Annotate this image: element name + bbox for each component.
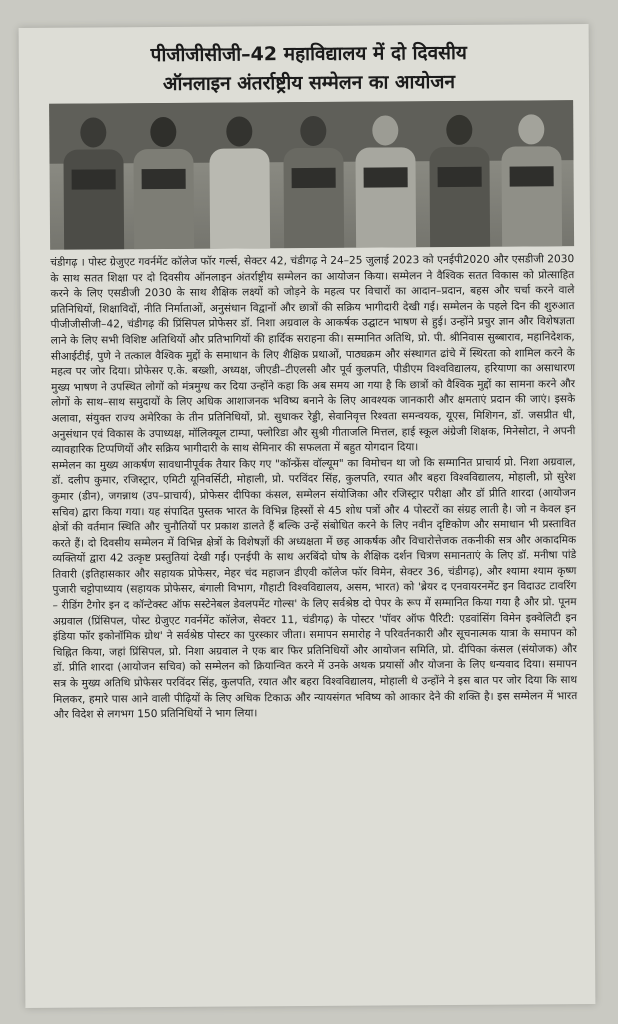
headline-line-1: पीजीजीसीजी–42 महाविद्यालय में दो दिवसीय xyxy=(150,41,468,67)
photo-person xyxy=(133,117,194,249)
headline xyxy=(49,38,569,100)
photo-person xyxy=(355,115,416,247)
photo-person xyxy=(283,116,344,248)
photo-person xyxy=(63,117,124,249)
article-body xyxy=(50,252,579,1000)
article-paragraph-2: सम्मेलन का मुख्य आकर्षण सावधानीपूर्वक तैयार किए गए "कॉन्फ्रेंस वॉल्यूम" का विमोचन था जो कि सम्मानित प्राचार्य प्रो. निशा अग्रवाल, डॉ. दलीप कुमार, रजिस्ट्रार, एमिटी यूनिवर्सिटी, मोहाली, प्रो. परविंदर सिंह, कुलपति, रयात और बहरा विश्वविद्यालय, मोहाली, प्रो सुरेश कुमार (डीन), जगन्नाथ (उप–प्राचार्य), प्रोफेसर दीपिका कंसल, सम्मेलन संयोजिका और रजिस्ट्रार परीक्षा और डॉ प्रीति शारदा (आयोजन सचिव) द्वारा किया गया। यह संपादित पुस्तक भारत के विभिन्न हिस्सों से 45 शोध पत्रों और 4 पोस्टरों का संग्रह लाती है। जो न केवल इन क्षेत्रों की वर्तमान स्थिति और चुनौतियों पर प्रकाश डालते हैं बल्कि उन्हें संबोधित करने के लिए नवीन दृष्टिकोण और समाधान भी प्रस्तावित करते हैं। दो दिवसीय सम्मेलन में विभिन्न क्षेत्रों के विशेषज्ञों की अध्यक्षता में छह आकर्षक और विचारोत्तेजक तकनीकी सत्र और अकादमिक व्यक्तियों द्वारा 42 उत्कृष्ट प्रस्तुतियां देखी गईं। एनईपी के साथ अरबिंदो घोष के शैक्षिक दर्शन चित्रण समानताएं के लिए डॉ. मनीषा पांडे तिवारी (इतिहासकार और सहायक प्रोफेसर, मेहर चंद महाजन डीएवी कॉलेज फॉर विमेन, सेक्टर 36, चंडीगढ़), और श्यामा श्याम कृष्ण पुजारी चट्टोपाध्याय (सहायक प्रोफेसर, बंगाली विभाग, गौहाटी विश्वविद्यालय, असम, भारत) को 'ब्रेयर द एनवायरनमेंट इन विदाउट टावरिंग – रीडिंग टैगोर इन द कॉन्टेक्स्ट ऑफ सस्टेनेबल डेवलपमेंट गोल्स' के लिए सर्वश्रेष्ठ दो पेपर के रूप में सम्मानित किया गया है और प्रो. पूनम अग्रवाल (प्रिंसिपल, पोस्ट ग्रेजुएट गवर्नमेंट कॉलेज, सेक्टर 11, चंडीगढ़) के पोस्टर 'पॉवर ऑफ पैरिटी: एडवांसिंग विमेन इक्वेलिटी इन इंडिया फॉर इकोनॉमिक ग्रोथ' ने सर्वश्रेष्ठ पोस्टर का पुरस्कार जीता। समापन समारोह ने परिवर्तनकारी और सूचनात्मक यात्रा के समापन को चिह्नित किया, जहां प्रिंसिपल, प्रो. निशा अग्रवाल ने एक बार फिर प्रतिनिधियों और आयोजन समिति, प्रो. दीपिका कंसल (संयोजक) और डॉ. प्रीति शारदा (आयोजन सचिव) को सम्मेलन को क्रियान्वित करने में उनके अथक प्रयासों और योजना के लिए धन्यवाद दिया। समापन सत्र के मुख्य अतिथि प्रोफेसर परविंदर सिंह, कुलपति, रयात और बहरा विश्वविद्यालय, मोहाली थे उन्होंने ने इस बात पर जोर दिया कि साथ मिलकर, हमारे पास आने वाली पीढ़ियों के लिए अधिक टिकाऊ और न्यायसंगत भविष्य को आकार देने की शक्ति है। इस सम्मेलन में भारत और विदेश से लगभग 150 प्रतिनिधियों ने भाग लिया। xyxy=(51,455,578,721)
article-paragraph-1: चंडीगढ़ । पोस्ट ग्रेजुएट गवर्नमेंट कॉलेज फॉर गर्ल्स, सेक्टर 42, चंडीगढ़ ने 24–25 जुलाई 2023 को एनईपी2020 और एसडीजी 2030 के साथ सतत शिक्षा पर दो दिवसीय ऑनलाइन अंतर्राष्ट्रीय सम्मेलन का आयोजन किया। सम्मेलन ने वैश्विक सतत विकास को प्रोत्साहित करने के लिए एसडीजी 2030 के साथ शैक्षिक लक्ष्यों को जोड़ने के महत्व पर विचारों का आदान–प्रदान, बहस और चर्चा करने वाले प्रतिनिधियों, शिक्षाविदों, नीति निर्माताओं, अनुसंधान विद्वानों और छात्रों की सक्रिय भागीदारी देखी गई। सम्मेलन के पहले दिन की शुरुआत पीजीजीसीजी–42, चंडीगढ़ की प्रिंसिपल प्रोफेसर डॉ. निशा अग्रवाल के आकर्षक उद्घाटन भाषण से हुई। उन्होंने प्रचुर ज्ञान और विशेषज्ञता लाने के लिए सभी विशिष्ट अतिथियों और प्रतिभागियों की हार्दिक सराहना की। सम्मानित अतिथि, प्रो. पी. श्रीनिवास सुब्बाराव, महानिदेशक, सीआईटीई, पुणे ने तत्काल वैश्विक मुद्दों के समाधान के लिए शैक्षिक प्रथाओं, पाठ्यक्रम और संस्थागत ढांचे में स्थिरता को शामिल करने के महत्व पर जोर दिया। प्रोफेसर ए.के. बख्शी, अध्यक्ष, जीएडी–टीएलसी और पूर्व कुलपति, पीडीएम विश्वविद्यालय, हरियाणा का असाधारण मुख्य भाषण ने उपस्थित लोगों को मंत्रमुग्ध कर दिया उन्होंने कहा कि अब समय आ गया है कि छात्रों को वैश्विक मुद्दों का सामना करने और लोगों के साथ–साथ समुदायों के लिए अधिक आशाजनक भविष्य बनाने के लिए आवश्यक जानकारी और क्षमताएं प्रदान की जाएं। इसके अलावा, संयुक्त राज्य अमेरिका के तीन प्रतिनिधियों, प्रो. सुधाकर रेड्डी, सेवानिवृत्त रिश्वता समन्वयक, यूएस, मिशिगन, डॉ. जसप्रीत धी, अनुसंधान एवं विकास के उपाध्यक्ष, मॉलिक्यूल टाम्पा, फ्लोरिडा और सुश्री गीताजलि मित्तल, हाई स्कूल अंग्रेजी शिक्षक, मिनेसोटा, ने अपनी व्यावहारिक टिप्पणियों और सक्रिय भागीदारी के साथ सेमिनार की सफलता में बहुत योगदान दिया। xyxy=(50,253,576,456)
photo-person xyxy=(429,115,490,247)
photo-person xyxy=(501,114,562,246)
photo-person xyxy=(209,116,270,248)
headline-line-2: ऑनलाइन अंतर्राष्ट्रीय सम्मेलन का आयोजन xyxy=(162,70,456,95)
event-photo xyxy=(49,100,574,250)
newspaper-clipping xyxy=(19,24,596,1008)
